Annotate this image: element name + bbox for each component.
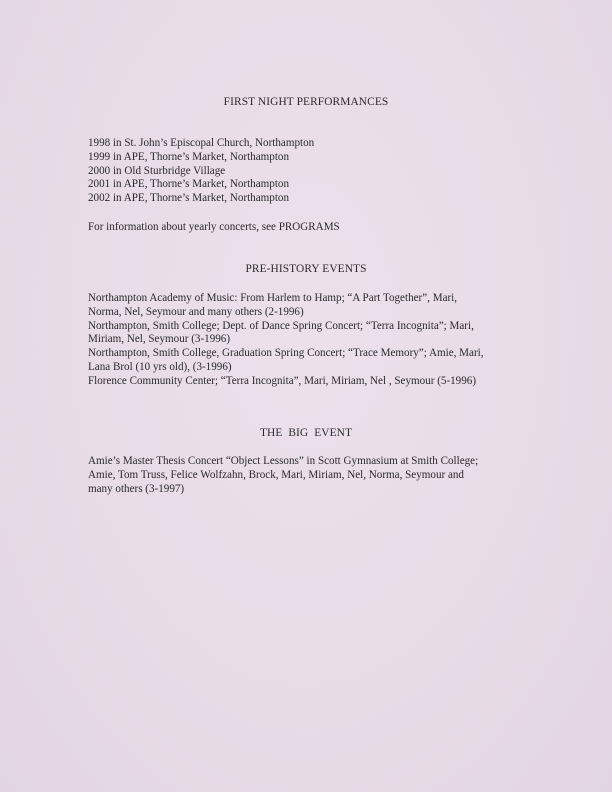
big-event-line: Amie, Tom Truss, Felice Wolfzahn, Brock, Mari, Miriam, Nel, Norma, Seymour and [88,468,464,481]
pre-history-list [88,292,548,389]
pre-history-line: Lana Brol (10 yrs old), (3-1996) [88,360,232,373]
programs-note [88,221,548,235]
big-event-heading: THE BIG EVENT [259,427,353,439]
first-night-line: 2000 in Old Sturbridge Village [88,164,226,177]
pre-history-line: Northampton Academy of Music: From Harlem to Hamp; “A Part Together”, Mari, [88,292,458,304]
programs-note-text: For information about yearly concerts, see PROGRAMS [88,221,340,233]
pre-history-line: Norma, Nel, Seymour and many others (2-1996) [88,305,304,318]
big-event-line: many others (3-1997) [88,482,185,495]
pre-history-heading: PRE-HISTORY EVENTS [245,263,367,275]
first-night-heading: FIRST NIGHT PERFORMANCES [223,96,389,108]
pre-history-line: Northampton, Smith College; Dept. of Dance Spring Concert; “Terra Incognita”; Mari, [88,319,474,332]
first-night-line: 2002 in APE, Thorne’s Market, Northampton [88,192,290,205]
pre-history-line: Florence Community Center; “Terra Incognita”, Mari, Miriam, Nel , Seymour (5-1996) [88,374,477,387]
big-event-paragraph [88,455,548,496]
first-night-list [88,137,548,206]
first-night-line: 2001 in APE, Thorne’s Market, Northampton [88,178,290,191]
first-night-line: 1999 in APE, Thorne’s Market, Northampton [88,150,290,163]
pre-history-line: Northampton, Smith College, Graduation Spring Concert; “Trace Memory”; Amie, Mari, [88,347,484,360]
pre-history-line: Miriam, Nel, Seymour (3-1996) [88,333,231,346]
first-night-line: 1998 in St. John’s Episcopal Church, Northampton [88,137,315,149]
big-event-line: Amie’s Master Thesis Concert “Object Lessons” in Scott Gymnasium at Smith College; [88,455,479,467]
